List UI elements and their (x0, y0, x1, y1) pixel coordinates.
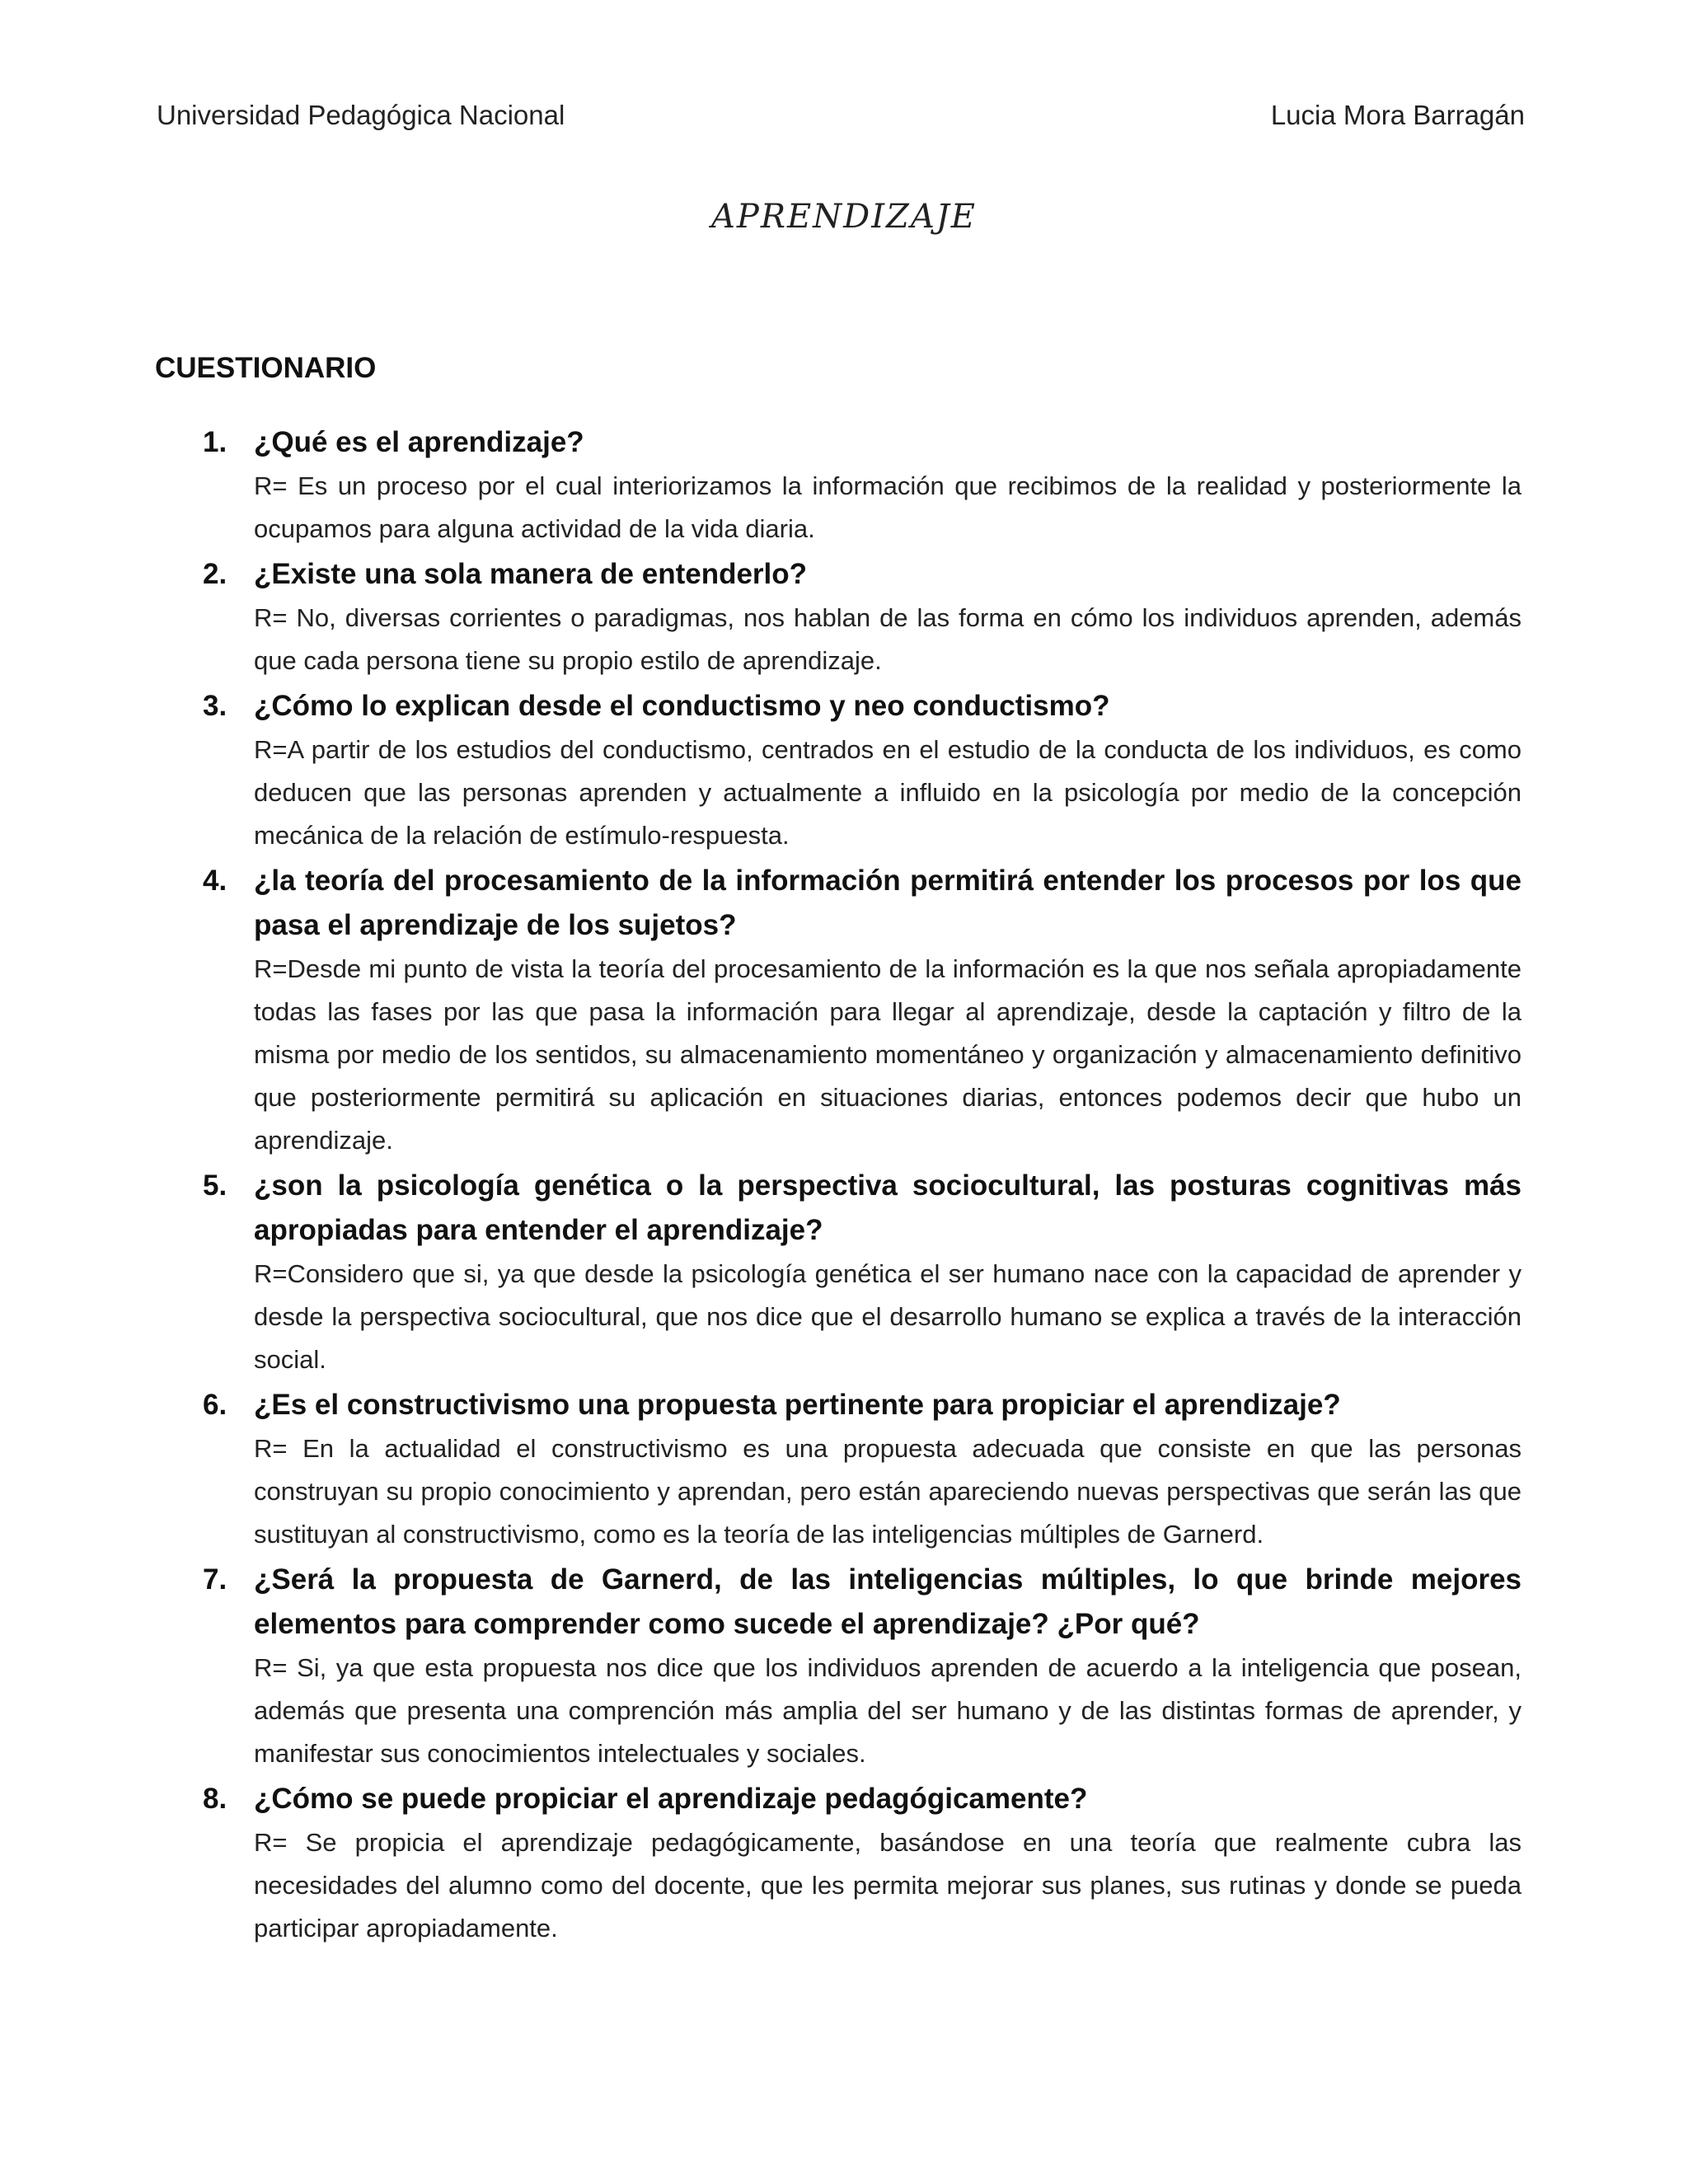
question-text: ¿Existe una sola manera de entenderlo? (254, 558, 808, 590)
question-text: ¿Cómo lo explican desde el conductismo y neo conductismo? (254, 690, 1110, 722)
question-list (203, 420, 1522, 1952)
question-number: 8. (203, 1783, 227, 1815)
list-item (203, 859, 1522, 1162)
document-title: APRENDIZAJE (711, 198, 977, 236)
answer-text: R= No, diversas corrientes o paradigmas, nos hablan de las forma en cómo los individuos aprenden, además que cada persona tiene su propio estilo de aprendizaje. (254, 603, 1522, 675)
question-text: ¿Es el constructivismo una propuesta pertinente para propiciar el aprendizaje? (254, 1389, 1341, 1421)
question-text: ¿son la psicología genética o la perspectiva sociocultural, las posturas cognitivas más apropiadas para entender el aprendizaje? (254, 1169, 1522, 1246)
answer-text: R=Considero que si, ya que desde la psicología genética el ser humano nace con la capacidad de aprender y desde la perspectiva sociocultural, que nos dice que el desarrollo humano se explica a través de la interacción social. (254, 1259, 1522, 1374)
question-number: 6. (203, 1389, 227, 1421)
question-number: 4. (203, 865, 227, 897)
answer-text: R=Desde mi punto de vista la teoría del procesamiento de la información es la que nos señala apropiadamente todas las fases por las que pasa la información para llegar al aprendizaje, desde la captación y filtro de la misma por medio de los sentidos, su almacenamiento momentáneo y organización y almacenamiento definitivo que posteriormente permitirá su aplicación en situaciones diarias, entonces podemos decir que hubo un aprendizaje. (254, 954, 1522, 1155)
header-author: Lucia Mora Barragán (1270, 100, 1525, 130)
header-institution: Universidad Pedagógica Nacional (157, 100, 565, 130)
page-header (157, 97, 1525, 134)
answer-text: R= Es un proceso por el cual interiorizamos la información que recibimos de la realidad y posteriormente la ocupamos para alguna actividad de la vida diaria. (254, 471, 1522, 543)
question-text: ¿la teoría del procesamiento de la información permitirá entender los procesos por los que pasa el aprendizaje de los sujetos? (254, 865, 1522, 941)
list-item (203, 1383, 1522, 1556)
list-item (203, 1558, 1522, 1775)
list-item (203, 552, 1522, 682)
list-item (203, 1777, 1522, 1950)
question-number: 2. (203, 558, 227, 590)
question-text: ¿Cómo se puede propiciar el aprendizaje pedagógicamente? (254, 1783, 1088, 1815)
answer-text: R=A partir de los estudios del conductismo, centrados en el estudio de la conducta de los individuos, es como deducen que las personas aprenden y actualmente a influido en la psicología por medio de la concepción mecánica de la relación de estímulo-respuesta. (254, 735, 1522, 850)
list-item (203, 420, 1522, 551)
question-number: 5. (203, 1169, 227, 1202)
answer-text: R= Se propicia el aprendizaje pedagógicamente, basándose en una teoría que realmente cubra las necesidades del alumno como del docente, que les permita mejorar sus planes, sus rutinas y donde se pueda participar apropiadamente. (254, 1828, 1522, 1943)
answer-text: R= Si, ya que esta propuesta nos dice que los individuos aprenden de acuerdo a la inteligencia que posean, además que presenta una comprención más amplia del ser humano y de las distintas formas de aprender, y manifestar sus conocimientos intelectuales y sociales. (254, 1653, 1522, 1768)
question-number: 3. (203, 690, 227, 722)
list-item (203, 684, 1522, 857)
question-text: ¿Qué es el aprendizaje? (254, 426, 584, 458)
answer-text: R= En la actualidad el constructivismo es una propuesta adecuada que consiste en que las personas construyan su propio conocimiento y aprendan, pero están apareciendo nuevas perspectivas que serán las que sustituyan al constructivismo, como es la teoría de las inteligencias múltiples de Garnerd. (254, 1434, 1522, 1549)
question-text: ¿Será la propuesta de Garnerd, de las inteligencias múltiples, lo que brinde mejores elementos para comprender como sucede el aprendizaje? ¿Por qué? (254, 1563, 1522, 1640)
section-title: CUESTIONARIO (155, 352, 377, 384)
question-number: 7. (203, 1563, 227, 1596)
question-number: 1. (203, 426, 227, 458)
list-item (203, 1164, 1522, 1381)
